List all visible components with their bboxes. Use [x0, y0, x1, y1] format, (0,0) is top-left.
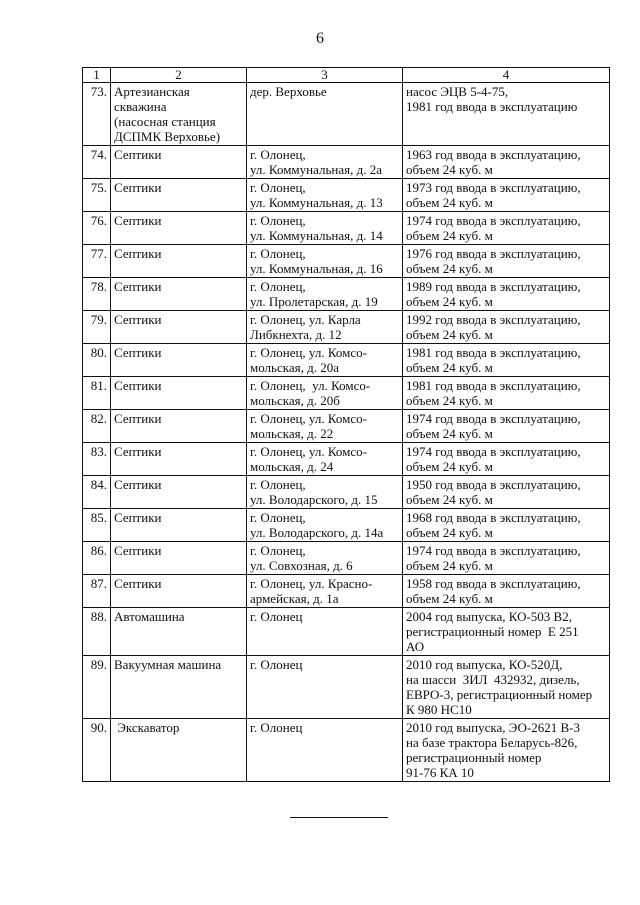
details-cell — [403, 443, 610, 476]
details-cell — [403, 656, 610, 719]
address-line: мольская, д. 20а — [250, 360, 339, 375]
item-name-line: Септики — [114, 444, 162, 459]
details-cell — [403, 311, 610, 344]
address-line: ул. Коммунальная, д. 13 — [250, 195, 383, 210]
address-line: ул. Коммунальная, д. 14 — [250, 228, 383, 243]
details-cell — [403, 410, 610, 443]
item-name-cell — [111, 509, 247, 542]
details-line: регистрационный номер — [406, 750, 542, 765]
details-line: 1963 год ввода в эксплуатацию, — [406, 147, 581, 162]
table-row — [83, 146, 610, 179]
item-name-line: Септики — [114, 378, 162, 393]
details-cell — [403, 719, 610, 782]
details-line: 1992 год ввода в эксплуатацию, — [406, 312, 581, 327]
details-line: 1981 год ввода в эксплуатацию, — [406, 378, 581, 393]
address-line: ул. Коммунальная, д. 2а — [250, 162, 382, 177]
address-line: г. Олонец, — [250, 279, 306, 294]
details-line: на базе трактора Беларусь-826, — [406, 735, 578, 750]
item-name-cell — [111, 443, 247, 476]
row-number: 90. — [83, 719, 111, 782]
row-number: 89. — [83, 656, 111, 719]
address-line: ул. Володарского, д. 14а — [250, 525, 384, 540]
address-line: г. Олонец — [250, 609, 303, 624]
details-line: 1968 год ввода в эксплуатацию, — [406, 510, 581, 525]
details-line: 1989 год ввода в эксплуатацию, — [406, 279, 581, 294]
item-name-cell — [111, 179, 247, 212]
item-name-line: Септики — [114, 312, 162, 327]
details-line: объем 24 куб. м — [406, 162, 493, 177]
address-line: г. Олонец, — [250, 543, 306, 558]
item-name-cell — [111, 83, 247, 146]
address-line: г. Олонец, — [250, 180, 306, 195]
details-line: объем 24 куб. м — [406, 228, 493, 243]
table-row — [83, 278, 610, 311]
item-name-line: Септики — [114, 147, 162, 162]
page-number: 6 — [316, 30, 324, 47]
property-table — [82, 67, 610, 782]
item-name-line: Септики — [114, 411, 162, 426]
address-cell — [247, 443, 403, 476]
details-line: объем 24 куб. м — [406, 459, 493, 474]
details-line: объем 24 куб. м — [406, 327, 493, 342]
address-line: ул. Коммунальная, д. 16 — [250, 261, 383, 276]
item-name-cell — [111, 377, 247, 410]
item-name-line: Септики — [114, 576, 162, 591]
details-line: К 980 НС10 — [406, 702, 472, 717]
table-row — [83, 656, 610, 719]
item-name-line: Септики — [114, 279, 162, 294]
item-name-line: Экскаватор — [114, 720, 180, 735]
row-number: 76. — [83, 212, 111, 245]
item-name-line: Вакуумная машина — [114, 657, 222, 672]
item-name-line: Септики — [114, 510, 162, 525]
details-line: 2010 год выпуска, ЭО-2621 В-3 — [406, 720, 580, 735]
address-cell — [247, 278, 403, 311]
address-line: ул. Совхозная, д. 6 — [250, 558, 353, 573]
row-number: 73. — [83, 83, 111, 146]
table-header-row — [83, 68, 610, 83]
address-line: мольская, д. 22 — [250, 426, 334, 441]
address-line: г. Олонец, — [250, 213, 306, 228]
details-line: объем 24 куб. м — [406, 360, 493, 375]
table-row — [83, 719, 610, 782]
address-cell — [247, 344, 403, 377]
table-row — [83, 179, 610, 212]
item-name-line: Автомашина — [114, 609, 185, 624]
details-line: 1973 год ввода в эксплуатацию, — [406, 180, 581, 195]
row-number: 83. — [83, 443, 111, 476]
details-cell — [403, 575, 610, 608]
details-line: 1974 год ввода в эксплуатацию, — [406, 543, 581, 558]
row-number: 77. — [83, 245, 111, 278]
details-line: объем 24 куб. м — [406, 393, 493, 408]
address-line: г. Олонец, ул. Комсо- — [250, 345, 367, 360]
address-line: мольская, д. 20б — [250, 393, 340, 408]
details-line: объем 24 куб. м — [406, 261, 493, 276]
address-cell — [247, 542, 403, 575]
details-line: объем 24 куб. м — [406, 294, 493, 309]
details-cell — [403, 179, 610, 212]
address-line: г. Олонец — [250, 657, 303, 672]
table-row — [83, 311, 610, 344]
column-header-2: 2 — [111, 68, 247, 83]
table-row — [83, 377, 610, 410]
address-line: г. Олонец, — [250, 147, 306, 162]
details-line: 1974 год ввода в эксплуатацию, — [406, 411, 581, 426]
address-line: г. Олонец — [250, 720, 303, 735]
details-line: 1950 год ввода в эксплуатацию, — [406, 477, 581, 492]
table-row — [83, 509, 610, 542]
details-line: 1981 год ввода в эксплуатацию — [406, 99, 578, 114]
details-line: 1981 год ввода в эксплуатацию, — [406, 345, 581, 360]
item-name-line: (насосная станция — [114, 114, 216, 129]
details-line: ЕВРО-3, регистрационный номер — [406, 687, 593, 702]
details-line: объем 24 куб. м — [406, 591, 493, 606]
row-number: 81. — [83, 377, 111, 410]
details-line: насос ЭЦВ 5-4-75, — [406, 84, 509, 99]
column-header-4: 4 — [403, 68, 610, 83]
address-line: г. Олонец, — [250, 510, 306, 525]
row-number: 84. — [83, 476, 111, 509]
table-row — [83, 344, 610, 377]
row-number: 78. — [83, 278, 111, 311]
address-line: армейская, д. 1а — [250, 591, 339, 606]
details-line: объем 24 куб. м — [406, 426, 493, 441]
details-line: 2010 год выпуска, КО-520Д, — [406, 657, 563, 672]
item-name-line: Септики — [114, 543, 162, 558]
item-name-cell — [111, 656, 247, 719]
details-line: объем 24 куб. м — [406, 525, 493, 540]
item-name-cell — [111, 575, 247, 608]
item-name-cell — [111, 212, 247, 245]
item-name-line: Артезианская — [114, 84, 190, 99]
details-line: 1974 год ввода в эксплуатацию, — [406, 444, 581, 459]
address-line: Либкнехта, д. 12 — [250, 327, 342, 342]
row-number: 82. — [83, 410, 111, 443]
table-row — [83, 212, 610, 245]
details-line: 91-76 КА 10 — [406, 765, 474, 780]
item-name-cell — [111, 608, 247, 656]
details-line: объем 24 куб. м — [406, 492, 493, 507]
details-cell — [403, 245, 610, 278]
address-line: г. Олонец, — [250, 477, 306, 492]
address-cell — [247, 656, 403, 719]
table-body — [83, 83, 610, 782]
details-line: 1958 год ввода в эксплуатацию, — [406, 576, 581, 591]
details-cell — [403, 476, 610, 509]
details-cell — [403, 542, 610, 575]
address-cell — [247, 410, 403, 443]
address-line: г. Олонец, ул. Комсо- — [250, 444, 367, 459]
item-name-cell — [111, 245, 247, 278]
address-cell — [247, 179, 403, 212]
details-line: регистрационный номер Е 251 — [406, 624, 579, 639]
address-cell — [247, 212, 403, 245]
item-name-line: ДСПМК Верховье) — [114, 129, 221, 144]
table-row — [83, 575, 610, 608]
item-name-line: Септики — [114, 213, 162, 228]
item-name-cell — [111, 344, 247, 377]
address-cell — [247, 476, 403, 509]
address-cell — [247, 608, 403, 656]
item-name-cell — [111, 719, 247, 782]
details-line: на шасси ЗИЛ 432932, дизель, — [406, 672, 580, 687]
item-name-cell — [111, 542, 247, 575]
row-number: 85. — [83, 509, 111, 542]
address-cell — [247, 245, 403, 278]
row-number: 79. — [83, 311, 111, 344]
item-name-line: Септики — [114, 246, 162, 261]
address-line: г. Олонец, — [250, 246, 306, 261]
item-name-cell — [111, 476, 247, 509]
table-row — [83, 608, 610, 656]
details-line: объем 24 куб. м — [406, 558, 493, 573]
address-line: ул. Пролетарская, д. 19 — [250, 294, 378, 309]
item-name-line: Септики — [114, 477, 162, 492]
address-line: мольская, д. 24 — [250, 459, 334, 474]
address-cell — [247, 83, 403, 146]
row-number: 87. — [83, 575, 111, 608]
details-cell — [403, 608, 610, 656]
details-line: АО — [406, 639, 425, 654]
table-row — [83, 410, 610, 443]
address-line: г. Олонец, ул. Красно- — [250, 576, 373, 591]
address-cell — [247, 377, 403, 410]
address-line: дер. Верховье — [250, 84, 327, 99]
table-row — [83, 83, 610, 146]
address-cell — [247, 509, 403, 542]
details-line: 2004 год выпуска, КО-503 В2, — [406, 609, 572, 624]
details-cell — [403, 377, 610, 410]
item-name-line: скважина — [114, 99, 167, 114]
address-cell — [247, 146, 403, 179]
row-number: 80. — [83, 344, 111, 377]
details-cell — [403, 212, 610, 245]
details-cell — [403, 509, 610, 542]
item-name-cell — [111, 146, 247, 179]
row-number: 86. — [83, 542, 111, 575]
address-line: г. Олонец, ул. Комсо- — [250, 411, 367, 426]
details-cell — [403, 278, 610, 311]
details-cell — [403, 344, 610, 377]
address-line: ул. Володарского, д. 15 — [250, 492, 378, 507]
item-name-line: Септики — [114, 345, 162, 360]
table-row — [83, 542, 610, 575]
details-cell — [403, 83, 610, 146]
column-header-3: 3 — [247, 68, 403, 83]
table-row — [83, 245, 610, 278]
row-number: 88. — [83, 608, 111, 656]
row-number: 75. — [83, 179, 111, 212]
address-line: г. Олонец, ул. Комсо- — [250, 378, 371, 393]
column-header-1: 1 — [83, 68, 111, 83]
item-name-line: Септики — [114, 180, 162, 195]
details-line: 1976 год ввода в эксплуатацию, — [406, 246, 581, 261]
end-rule — [290, 817, 388, 818]
row-number: 74. — [83, 146, 111, 179]
table-row — [83, 443, 610, 476]
table-row — [83, 476, 610, 509]
address-cell — [247, 719, 403, 782]
item-name-cell — [111, 410, 247, 443]
item-name-cell — [111, 278, 247, 311]
address-cell — [247, 311, 403, 344]
details-line: объем 24 куб. м — [406, 195, 493, 210]
details-line: 1974 год ввода в эксплуатацию, — [406, 213, 581, 228]
details-cell — [403, 146, 610, 179]
item-name-cell — [111, 311, 247, 344]
address-line: г. Олонец, ул. Карла — [250, 312, 361, 327]
address-cell — [247, 575, 403, 608]
